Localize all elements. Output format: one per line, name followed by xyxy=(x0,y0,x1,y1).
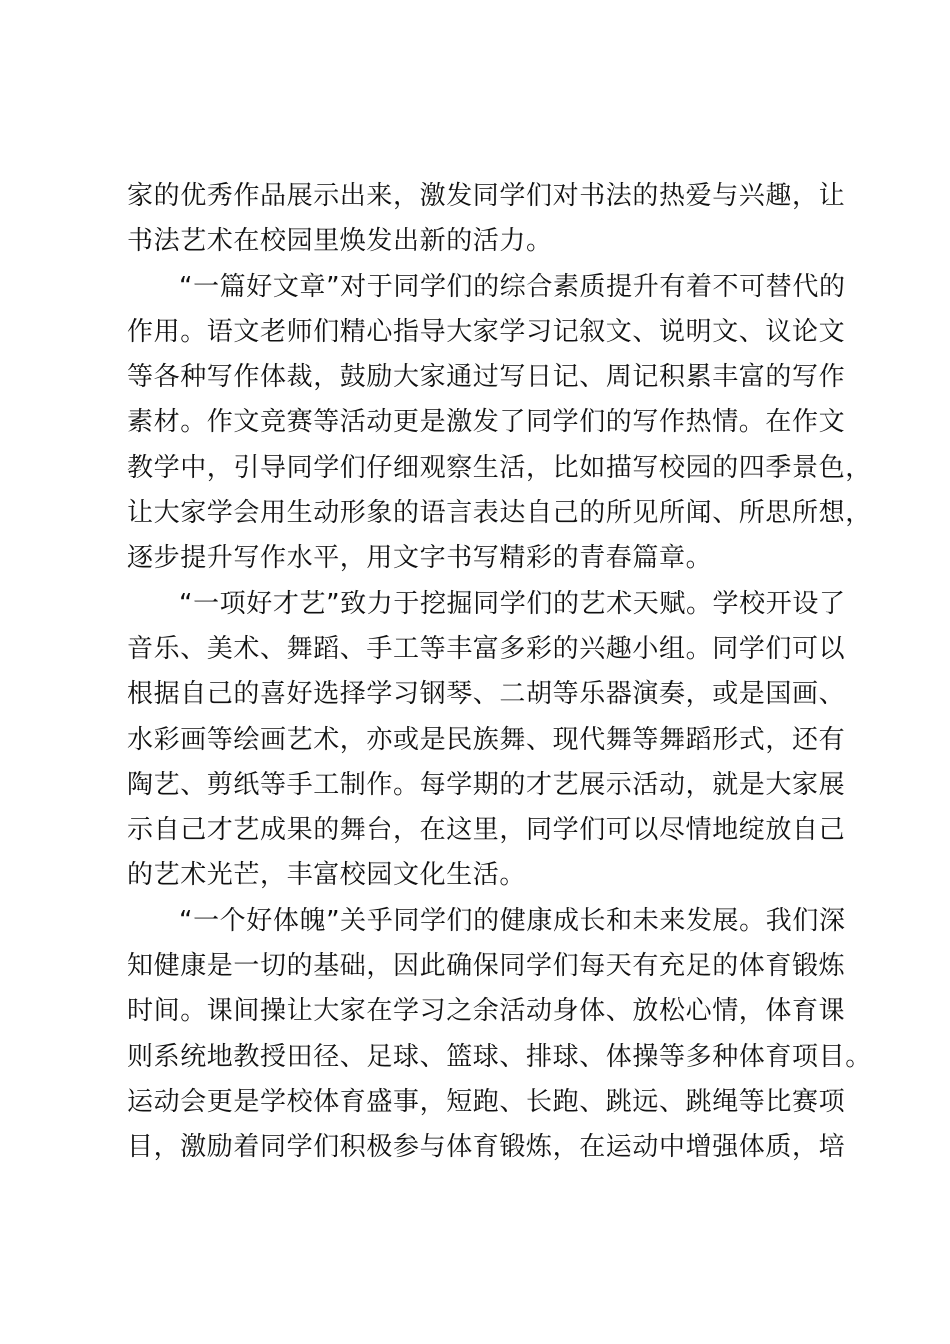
text-line: 则系统地教授田径、足球、篮球、排球、体操等多种体育项目。 xyxy=(127,1041,872,1072)
text-line: 逐步提升写作水平，用文字书写精彩的青春篇章。 xyxy=(127,543,713,574)
text-line: 等各种写作体裁，鼓励大家通过写日记、周记积累丰富的写作 xyxy=(127,362,846,393)
text-line: 教学中，引导同学们仔细观察生活，比如描写校园的四季景色， xyxy=(127,452,872,483)
text-line: 家的优秀作品展示出来，激发同学们对书法的热爱与兴趣，让 xyxy=(127,181,846,211)
text-line: 素材。作文竞赛等活动更是激发了同学们的写作热情。在作文 xyxy=(127,407,846,438)
text-line: 让大家学会用生动形象的语言表达自己的所见所闻、所思所想， xyxy=(127,498,872,529)
text-line: 的艺术光芒，丰富校园文化生活。 xyxy=(127,860,527,891)
text-line: 书法艺术在校园里焕发出新的活力。 xyxy=(127,226,553,257)
text-line: 目，激励着同学们积极参与体育锻炼，在运动中增强体质，培 xyxy=(127,1132,846,1163)
text-line: 时间。课间操让大家在学习之余活动身体、放松心情，体育课 xyxy=(127,996,846,1027)
text-line: 音乐、美术、舞蹈、手工等丰富多彩的兴趣小组。同学们可以 xyxy=(127,633,846,664)
text-line: 示自己才艺成果的舞台，在这里，同学们可以尽情地绽放自己 xyxy=(127,815,846,846)
paragraph-start-line: “一个好体魄”关乎同学们的健康成长和未来发展。我们深 xyxy=(179,905,846,936)
text-line: 运动会更是学校体育盛事，短跑、长跑、跳远、跳绳等比赛项 xyxy=(127,1086,846,1117)
paragraph-start-line: “一项好才艺”致力于挖掘同学们的艺术天赋。学校开设了 xyxy=(179,588,846,619)
text-line: 陶艺、剪纸等手工制作。每学期的才艺展示活动，就是大家展 xyxy=(127,769,846,800)
text-line: 水彩画等绘画艺术，亦或是民族舞、现代舞等舞蹈形式，还有 xyxy=(127,724,846,755)
body-text xyxy=(127,174,872,1171)
text-line: 作用。语文老师们精心指导大家学习记叙文、说明文、议论文 xyxy=(127,316,846,347)
paragraph-start-line: “一篇好文章”对于同学们的综合素质提升有着不可替代的 xyxy=(179,271,846,302)
text-line: 知健康是一切的基础，因此确保同学们每天有充足的体育锻炼 xyxy=(127,951,846,982)
text-line: 根据自己的喜好选择学习钢琴、二胡等乐器演奏，或是国画、 xyxy=(127,679,846,710)
